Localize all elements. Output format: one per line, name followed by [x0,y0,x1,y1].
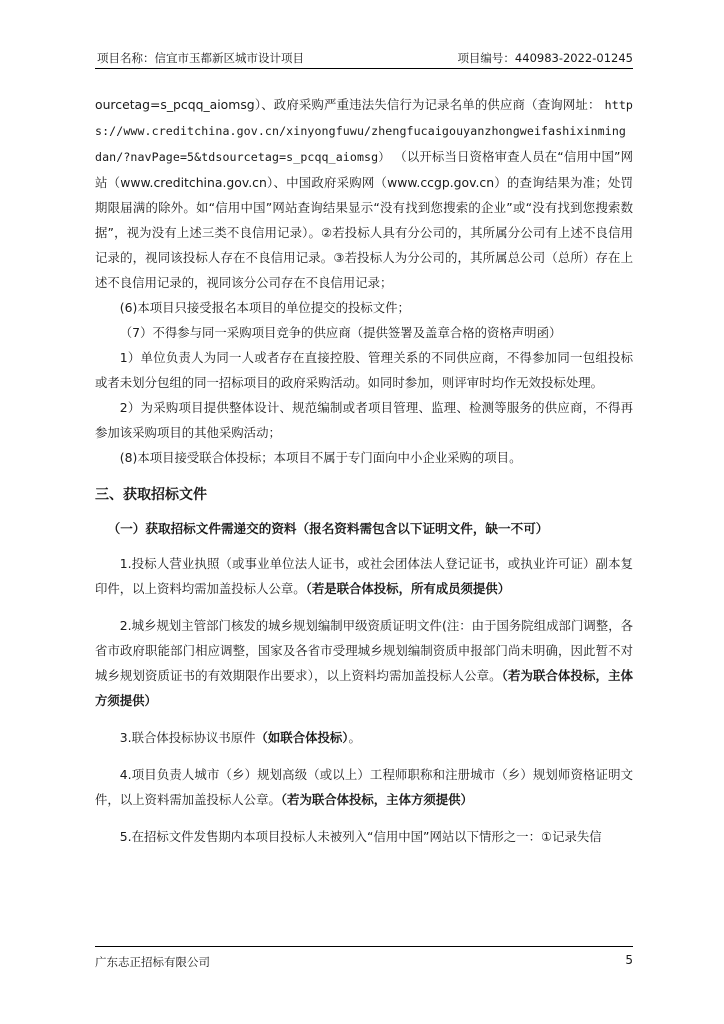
credit-check-url: https://www.creditchina.gov.cn/xinyongfuwu/zhengfucaigouyanzhongweifashixinmingdan/?navPage=5&tdsourcetag=s_pcqq_aiomsg） [95,98,633,164]
item-8: (8)本项目接受联合体投标；本项目不属于专门面向中小企业采购的项目。 [119,450,522,465]
requirement-4-text: 4.项目负责人城市（乡）规划高级（或以上）工程师职称和注册城市（乡）规划师资格证明文件，以上资料需加盖投标人公章。 [95,767,633,807]
requirement-2-text: 2.城乡规划主管部门核发的城乡规划编制甲级资质证明文件(注：由于国务院组成部门调整，各省市政府职能部门相应调整，国家及各省市受理城乡规划编制资质申报部门尚未明确，因此暂不对城乡规划资质证书的有效期限作出要求），以上资料均需加盖投标人公章。 [95,618,633,683]
credit-check-rest: （以开标当日资格审查人员在“信用中国”网站（www.creditchina.gov.cn）、中国政府采购网（www.ccgp.gov.cn）的查询结果为准；处罚期限届满的除外。如“信用中国”网站查询结果显示“没有找到您搜索的企业”或“没有找到您搜索数据”，视为没有上述三类不良信用记录）。②若投标人具有分公司的，其所属分公司有上述不良信用记录的，视同该投标人存在不良信用记录。③若投标人为分公司的，其所属总公司（总所）存在上述不良信用记录的，视同该分公司存在不良信用记录； [95,149,633,290]
paragraph-credit-check [95,92,633,295]
requirement-2-note: （若为联合体投标，主体方须提供） [95,668,633,708]
section-3-title: 三、获取招标文件 [95,487,207,503]
requirement-1 [95,551,633,601]
requirement-2 [95,613,633,713]
document-body [95,92,633,849]
project-number: 项目编号：440983-2022-01245 [457,51,633,65]
requirement-1-text: 1.投标人营业执照（或事业单位法人证书，或社会团体法人登记证书，或执业许可证）副本复印件，以上资料均需加盖投标人公章。 [95,556,633,596]
requirement-5: 5.在招标文件发售期内本项目投标人未被列入“信用中国”网站以下情形之一：①记录失信 [119,829,602,844]
item-7-1: 1）单位负责人为同一人或者存在直接控股、管理关系的不同供应商，不得参加同一包组投标或者未划分包组的同一招标项目的政府采购活动。如同时参加，则评审时均作无效投标处理。 [95,350,633,390]
project-name: 项目名称：信宜市玉都新区城市设计项目 [97,51,304,65]
requirement-3-note: （如联合体投标） [255,730,349,745]
page-header [95,48,633,69]
company-name: 广东志正招标有限公司 [95,955,210,969]
item-7-2: 2）为采购项目提供整体设计、规范编制或者项目管理、监理、检测等服务的供应商，不得再参加该采购项目的其他采购活动； [95,400,633,440]
requirement-1-note: （若是联合体投标，所有成员须提供） [305,581,511,596]
page-number: 5 [625,953,633,967]
requirement-3-text: 3.联合体投标协议书原件 [119,730,256,745]
page-footer [95,946,633,969]
item-6: (6)本项目只接受报名本项目的单位提交的投标文件； [119,300,410,315]
subsection-1-title: （一）获取招标文件需递交的资料（报名资料需包含以下证明文件，缺一不可） [107,521,549,536]
item-7: （7）不得参与同一采购项目竞争的供应商（提供签署及盖章合格的资格声明函） [119,325,562,340]
requirement-4 [95,762,633,812]
requirement-4-note: （若为联合体投标，主体方须提供） [280,792,473,807]
requirement-3-end: 。 [348,730,361,745]
requirement-3 [95,725,633,750]
credit-check-line1: ourcetag=s_pcqq_aiomsg）、政府采购严重违法失信行为记录名单的供应商（查询网址： [95,97,601,112]
